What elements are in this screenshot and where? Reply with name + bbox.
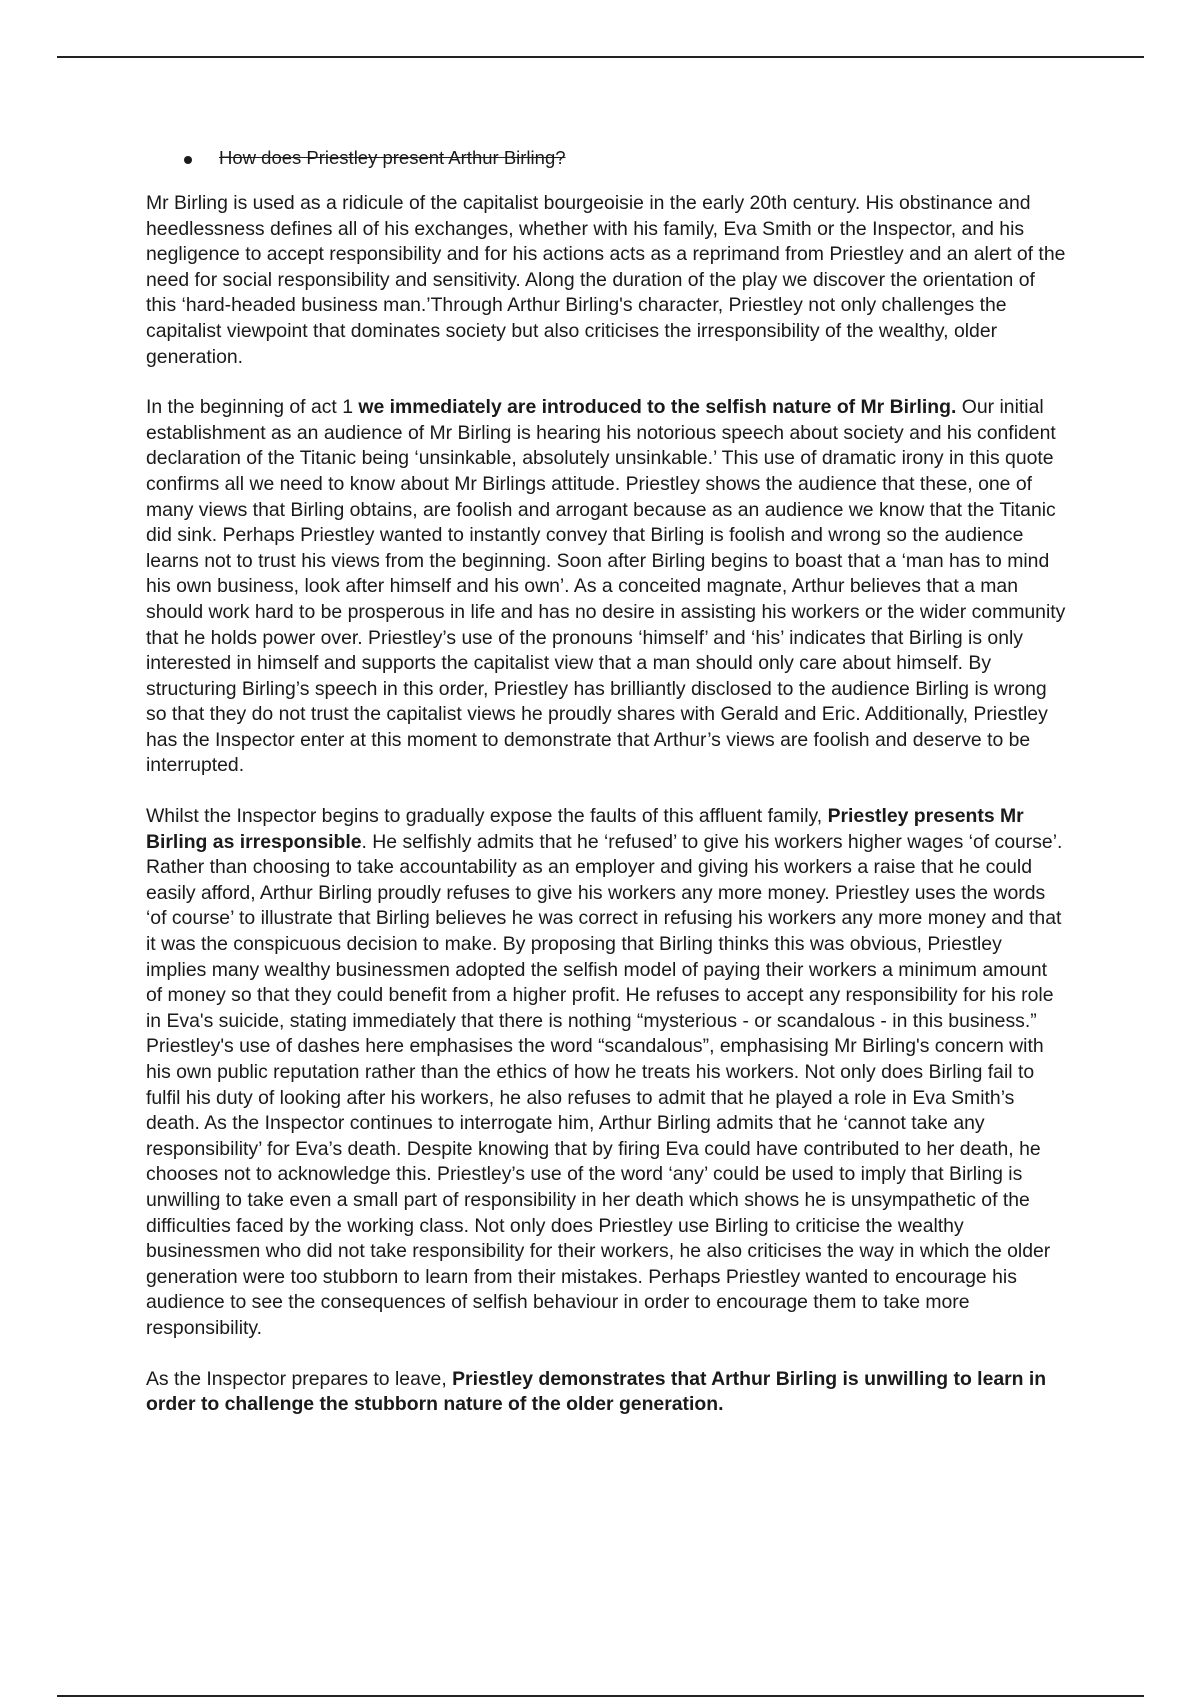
paragraph-act-one [146,395,1066,779]
paragraph-text: Mr Birling is used as a ridicule of the capitalist bourgeoisie in the early 20th century. His obstinance and heedlessness defines all of his exchanges, whether with his family, Eva Smith or the Inspector, and his negligence to accept responsibility and for his actions acts as a reprimand from Priestley and an alert of the need for social responsibility and sensitivity. Along the duration of the play we discover the orientation of this ‘hard-headed business man.’Through Arthur Birling's character, Priestley not only challenges the capitalist viewpoint that dominates society but also criticises the irresponsibility of the wealthy, older generation. [146,192,1066,368]
paragraph-text: In the beginning of act 1 [146,396,359,419]
paragraph-text: . He selfishly admits that he ‘refused’ to give his workers higher wages ‘of course’. Rather than choosing to take accountability as an employer and giving his workers a raise that he could easily afford, Arthur Birling proudly refuses to give his workers any more money. Priestley uses the words ‘of course’ to illustrate that Birling believes he was correct in refusing his workers any more money and that it was the conspicuous decision to make. By proposing that Birling thinks this was obvious, Priestley implies many wealthy businessmen adopted the selfish model of paying their workers a minimum amount of money so that they could benefit from a higher profit. He refuses to accept any responsibility for his role in Eva's suicide, stating immediately that there is nothing “mysterious - or scandalous - in this business.” Priestley's use of dashes here emphasises the word “scandalous”, emphasising Mr Birling's concern with his own public reputation rather than the ethics of how he treats his workers. Not only does Birling fail to fulfil his duty of looking after his workers, he also refuses to admit that he played a role in Eva Smith’s death. As the Inspector continues to interrogate him, Arthur Birling admits that he ‘cannot take any responsibility’ for Eva’s death. Despite knowing that by firing Eva could have contributed to her death, he chooses not to acknowledge this. Priestley’s use of the word ‘any’ could be used to imply that Birling is unwilling to take even a small part of responsibility in her death which shows he is unsympathetic of the difficulties faced by the working class. Not only does Priestley use Birling to criticise the wealthy businessmen who did not take responsibility for their workers, he also criticises the way in which the older generation were too stubborn to learn from their mistakes. Perhaps Priestley wanted to encourage his audience to see the consequences of selfish behaviour in order to encourage them to take more responsibility. [146,830,1063,1339]
question-heading: How does Priestley present Arthur Birling? [219,147,566,168]
paragraph-irresponsible [146,804,1066,1341]
paragraph-bold-text: Priestley presents Mr Birling as irresponsible [146,805,1024,853]
paragraph-text: Our initial establishment as an audience of Mr Birling is hearing his notorious speech about society and his confident declaration of the Titanic being ‘unsinkable, absolutely unsinkable.’ This use of dramatic irony in this quote confirms all we need to know about Mr Birlings attitude. Priestley shows the audience that these, one of many views that Birling obtains, are foolish and arrogant because as an audience we know that the Titanic did sink. Perhaps Priestley wanted to instantly convey that Birling is foolish and wrong so the audience learns not to trust his views from the beginning. Soon after Birling begins to boast that a ‘man has to mind his own business, look after himself and his own’. As a conceited magnate, Arthur believes that a man should work hard to be prosperous in life and has no desire in assisting his workers or the wider community that he holds power over. Priestley’s use of the pronouns ‘himself’ and ‘his’ indicates that Birling is only interested in himself and supports the capitalist view that a man should only care about himself. By structuring Birling’s speech in this order, Priestley has brilliantly disclosed to the audience Birling is wrong so that they do not trust the capitalist views he proudly shares with Gerald and Eric. Additionally, Priestley has the Inspector enter at this moment to demonstrate that Arthur’s views are foolish and deserve to be interrupted. [146,396,1066,777]
paragraph-text: As the Inspector prepares to leave, [146,1367,453,1390]
document-body [146,145,1066,1443]
paragraph-bold-text: we immediately are introduced to the selfish nature of Mr Birling. [358,396,957,419]
paragraph-bold-text: Priestley demonstrates that Arthur Birling is unwilling to learn in order to challenge the stubborn nature of the older generation. [146,1367,1047,1416]
header-rule [57,56,1144,58]
footer-rule [57,1695,1144,1697]
question-bullet [146,145,1066,171]
paragraph-conclusion [146,1367,1066,1418]
bullet-dot-icon [184,156,192,164]
paragraph-text: Whilst the Inspector begins to gradually expose the faults of this affluent family, [146,805,828,828]
paragraph-intro [146,191,1066,370]
